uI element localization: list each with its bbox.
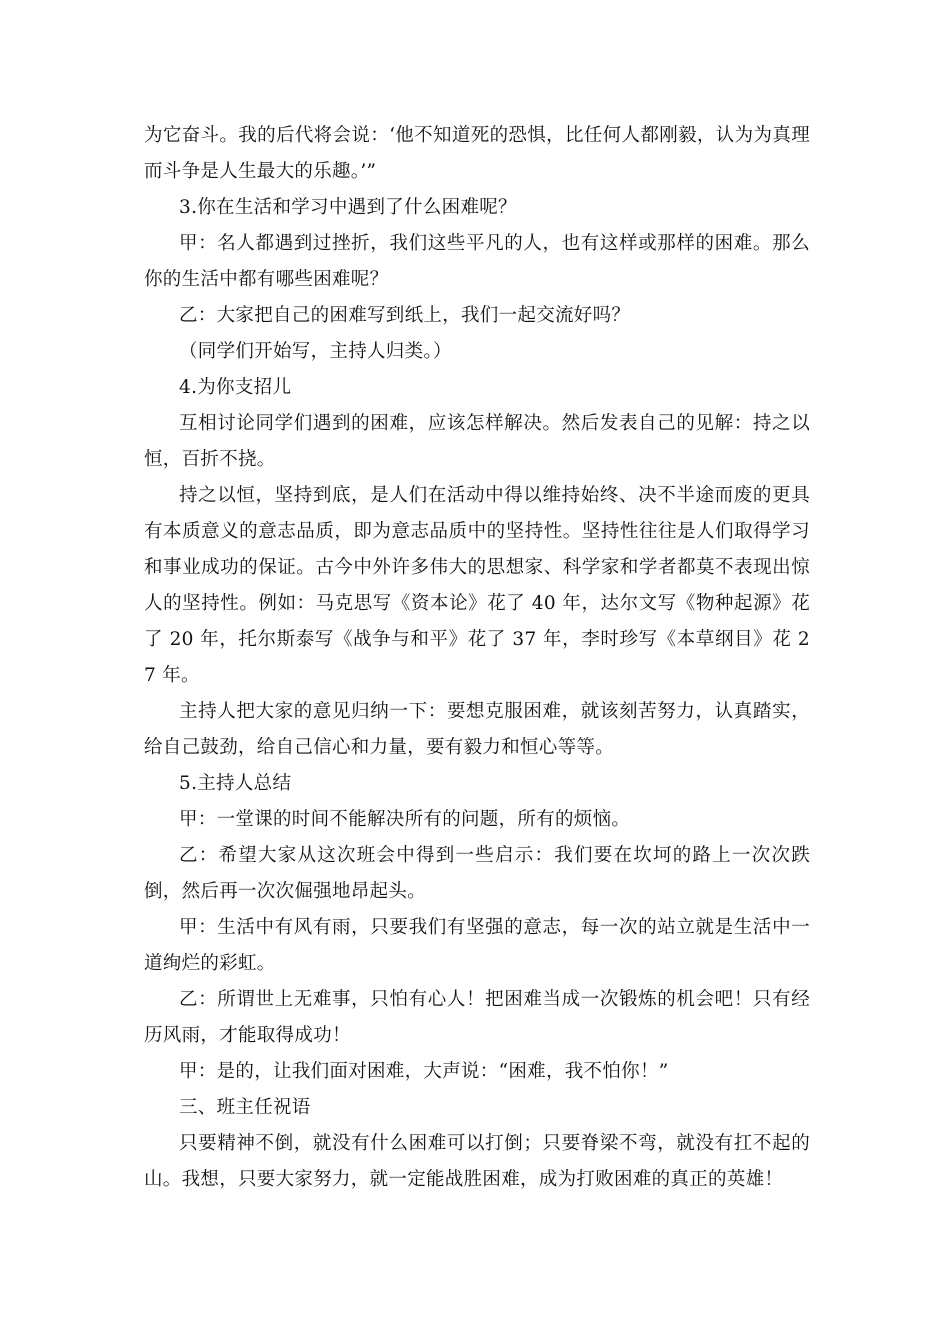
paragraph-yi-inspiration: 乙：希望大家从这次班会中得到一些启示：我们要在坎坷的路上一次次跌倒，然后再一次次倔强地昂起头。 — [144, 845, 810, 902]
document-body — [144, 118, 810, 1198]
paragraph-teacher-closing: 只要精神不倒，就没有什么困难可以打倒；只要脊梁不弯，就没有扛不起的山。我想，只要大家努力，就一定能战胜困难，成为打败困难的真正的英雄！ — [144, 1133, 810, 1190]
heading-difficulties-question: 3.你在生活和学习中遇到了什么困难呢？ — [179, 197, 517, 218]
heading-teacher-wishes: 三、班主任祝语 — [179, 1097, 311, 1118]
paragraph-yi-nothing-difficult: 乙：所谓世上无难事，只怕有心人！把困难当成一次锻炼的机会吧！只有经历风雨，才能取得成功！ — [144, 989, 810, 1046]
paragraph-host-summary-opinions: 主持人把大家的意见归纳一下：要想克服困难，就该刻苦努力，认真踏实，给自己鼓劲，给自己信心和力量，要有毅力和恒心等等。 — [144, 701, 810, 758]
heading-tips: 4.为你支招儿 — [179, 377, 292, 398]
paragraph-jia-rainbow: 甲：生活中有风有雨，只要我们有坚强的意志，每一次的站立就是生活中一道绚烂的彩虹。 — [144, 917, 810, 974]
paragraph-jia-celebrities: 甲：名人都遇到过挫折，我们这些平凡的人，也有这样或那样的困难。那么你的生活中都有哪些困难呢？ — [144, 233, 810, 290]
heading-host-summary: 5.主持人总结 — [179, 773, 292, 794]
paragraph-discussion: 互相讨论同学们遇到的困难，应该怎样解决。然后发表自己的见解：持之以恒，百折不挠。 — [144, 413, 810, 470]
paragraph-students-write: （同学们开始写，主持人归类。） — [179, 341, 452, 362]
paragraph-yi-write-down: 乙：大家把自己的困难写到纸上，我们一起交流好吗？ — [179, 305, 631, 326]
paragraph-perseverance: 持之以恒，坚持到底，是人们在活动中得以维持始终、决不半途而废的更具有本质意义的意志品质，即为意志品质中的坚持性。坚持性往往是人们取得学习和事业成功的保证。古今中外许多伟大的思想家、科学家和学者都莫不表现出惊人的坚持性。例如：马克思写《资本论》花了 40 年，达尔文写《物种起源》花了 20 年，托尔斯泰写《战争与和平》花了 37 年，李时珍写《本草纲目》花 27 年。 — [144, 485, 810, 686]
paragraph-quote-ending: 为它奋斗。我的后代将会说：‘他不知道死的恐惧，比任何人都刚毅，认为为真理而斗争是人生最大的乐趣。’” — [144, 125, 810, 182]
paragraph-jia-not-afraid: 甲：是的，让我们面对困难，大声说：“困难，我不怕你！” — [179, 1061, 669, 1082]
paragraph-jia-one-class: 甲：一堂课的时间不能解决所有的问题，所有的烦恼。 — [179, 809, 631, 830]
